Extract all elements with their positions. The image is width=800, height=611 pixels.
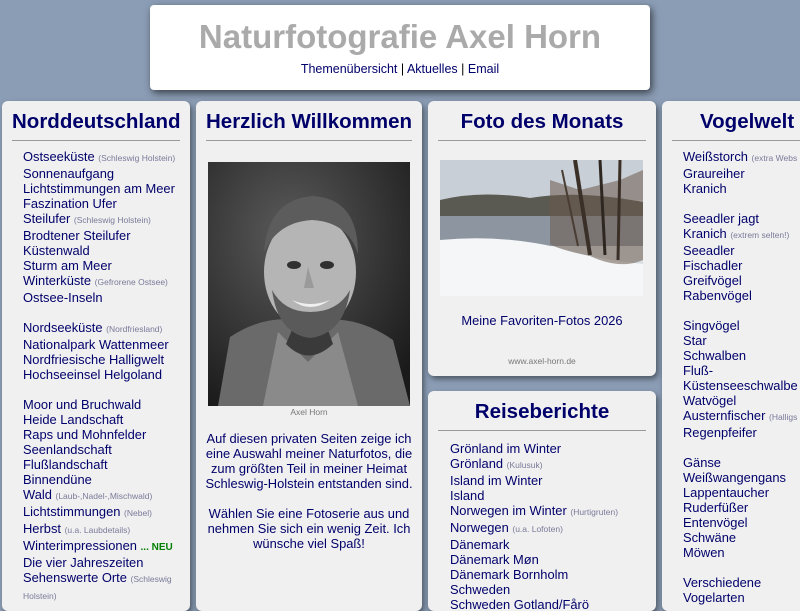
list-item xyxy=(23,427,183,442)
welcome-heading: Herzlich Willkommen xyxy=(206,109,412,141)
list-item-link[interactable]: Faszination Ufer xyxy=(23,196,117,211)
list-item-link[interactable]: Flußlandschaft xyxy=(23,457,108,472)
list-item xyxy=(683,348,800,363)
list-item-note: (Schleswig Holstein) xyxy=(98,153,176,163)
foto-heading: Foto des Monats xyxy=(438,109,646,141)
list-item xyxy=(23,397,183,412)
list-item-link[interactable]: Rabenvögel xyxy=(683,288,752,303)
list-item-note: (u.a. Lofoten) xyxy=(512,524,563,534)
welcome-text xyxy=(202,431,416,566)
list-item xyxy=(683,500,800,515)
list-item xyxy=(683,393,800,408)
list-item-link[interactable]: Sturm am Meer xyxy=(23,258,112,273)
list-item-link[interactable]: Brodtener Steilufer xyxy=(23,228,131,243)
norddeutschland-list xyxy=(23,149,183,604)
list-spacer xyxy=(683,196,800,211)
list-item-link[interactable]: Nordfriesische Halligwelt xyxy=(23,352,165,367)
list-item-note: (Schleswig Holstein) xyxy=(23,574,172,601)
list-item-note: (Kulusuk) xyxy=(506,460,543,470)
list-item-note: (Halligs xyxy=(769,412,798,422)
list-item xyxy=(23,412,183,427)
list-item-link[interactable]: Ruderfüßer xyxy=(683,500,749,515)
list-item xyxy=(450,488,650,503)
list-item xyxy=(683,425,800,440)
list-item-link[interactable]: Kranich xyxy=(683,181,727,196)
portrait-caption: Axel Horn xyxy=(290,407,328,417)
list-item xyxy=(23,320,183,337)
list-item xyxy=(23,367,183,382)
list-item-link[interactable]: Kranich xyxy=(683,226,727,241)
list-item-link[interactable]: Graureiher xyxy=(683,166,745,181)
list-item-link[interactable]: Küstenwald xyxy=(23,243,90,258)
foto-caption-link[interactable]: Meine Favoriten-Fotos 2026 xyxy=(461,313,623,328)
list-item xyxy=(23,211,183,228)
list-item-link[interactable]: Nordseeküste xyxy=(23,320,103,335)
list-item-link[interactable]: Schweden xyxy=(450,582,511,597)
list-spacer xyxy=(683,440,800,455)
list-item xyxy=(23,290,183,305)
list-item xyxy=(683,530,800,545)
list-item-link[interactable]: Lichtstimmungen am Meer xyxy=(23,181,175,196)
site-header xyxy=(150,5,650,90)
list-item xyxy=(450,552,650,567)
list-item-link[interactable]: Raps und Mohnfelder xyxy=(23,427,147,442)
list-item xyxy=(450,473,650,488)
list-item xyxy=(23,273,183,290)
list-item xyxy=(23,487,183,504)
list-item-link[interactable]: Lichtstimmungen xyxy=(23,504,121,519)
list-item-link[interactable]: Fischadler xyxy=(683,258,743,273)
list-item-link[interactable]: Binnendüne xyxy=(23,472,92,487)
list-item-link[interactable]: Weißwangengans xyxy=(683,470,786,485)
vogelwelt-heading: Vogelwelt xyxy=(672,109,800,141)
list-item xyxy=(450,567,650,582)
list-item-link[interactable]: Ostsee-Inseln xyxy=(23,290,103,305)
list-item xyxy=(683,590,800,605)
list-item-link[interactable]: Herbst xyxy=(23,521,61,536)
reiseberichte-list xyxy=(450,441,650,611)
list-item-link[interactable]: Vogelarten xyxy=(683,590,745,605)
list-item-link[interactable]: Möwen xyxy=(683,545,725,560)
list-item xyxy=(23,570,183,604)
list-item xyxy=(23,442,183,457)
list-item-link[interactable]: Winterimpressionen xyxy=(23,538,137,553)
list-item xyxy=(23,457,183,472)
list-item xyxy=(683,318,800,333)
list-item-link[interactable]: Singvögel xyxy=(683,318,740,333)
reiseberichte-panel xyxy=(428,391,656,611)
list-item-link[interactable]: Norwegen xyxy=(450,520,509,535)
list-item-link[interactable]: Seenlandschaft xyxy=(23,442,112,457)
list-item xyxy=(23,166,183,181)
norddeutschland-heading: Norddeutschland xyxy=(12,109,180,141)
list-item xyxy=(23,472,183,487)
list-item xyxy=(23,337,183,352)
welcome-paragraph: Auf diesen privaten Seiten zeige ich eine Auswahl meiner Naturfotos, die zum größten Teil in meiner Heimat Schleswig-Holstein entstanden sind. xyxy=(205,431,413,491)
list-item-link[interactable]: Weißstorch xyxy=(683,149,748,164)
list-item-link[interactable]: Schwäne xyxy=(683,530,737,545)
list-item xyxy=(683,149,800,166)
list-item xyxy=(23,181,183,196)
list-item-link[interactable]: Watvögel xyxy=(683,393,737,408)
vogelwelt-list xyxy=(683,149,800,605)
list-item-note: (Nebel) xyxy=(124,508,152,518)
list-item-link[interactable]: Regenpfeifer xyxy=(683,425,757,440)
list-item xyxy=(683,575,800,590)
list-item-link[interactable]: Sonnenaufgang xyxy=(23,166,115,181)
new-badge: ... NEU xyxy=(140,542,173,553)
list-item-note: (Gefrorene Ostsee) xyxy=(94,277,168,287)
list-item xyxy=(683,408,800,425)
list-item-link[interactable]: Greifvögel xyxy=(683,273,742,288)
list-item-link[interactable]: Wald xyxy=(23,487,52,502)
list-item xyxy=(23,504,183,521)
list-item-link[interactable]: Norwegen im Winter xyxy=(450,503,567,518)
list-item-link[interactable]: Lappentaucher xyxy=(683,485,770,500)
list-item-link[interactable]: Schwalben xyxy=(683,348,747,363)
list-spacer xyxy=(683,303,800,318)
list-spacer xyxy=(23,382,183,397)
list-item xyxy=(23,555,183,570)
vogelwelt-panel xyxy=(662,101,800,611)
list-item xyxy=(23,149,183,166)
list-item-link[interactable]: Moor und Bruchwald xyxy=(23,397,142,412)
list-item xyxy=(683,485,800,500)
list-item xyxy=(683,515,800,530)
norddeutschland-panel xyxy=(2,101,190,611)
list-item-link[interactable]: Seeadler jagt xyxy=(683,211,759,226)
list-item xyxy=(683,181,800,196)
list-item-link[interactable]: Winterküste xyxy=(23,273,92,288)
list-item-note: (Laub-,Nadel-,Mischwald) xyxy=(55,491,153,501)
list-item xyxy=(23,196,183,211)
list-item xyxy=(683,166,800,181)
list-item-link[interactable]: Dänemark Bornholm xyxy=(450,567,569,582)
list-spacer xyxy=(23,305,183,320)
welcome-panel xyxy=(196,101,422,611)
list-item xyxy=(683,363,800,378)
nav-themenuebersicht[interactable]: Themenübersicht xyxy=(300,62,398,76)
list-item-link[interactable]: Steilufer xyxy=(23,211,71,226)
list-item-link[interactable]: Nationalpark Wattenmeer xyxy=(23,337,169,352)
list-item xyxy=(450,441,650,456)
list-item-link[interactable]: Schweden Gotland/Fårö xyxy=(450,597,590,611)
welcome-paragraph: Wählen Sie eine Fotoserie aus und nehmen Sie sich ein wenig Zeit. Ich wünsche viel Spaß! xyxy=(207,506,411,551)
portrait-photo xyxy=(208,162,410,406)
list-item xyxy=(23,228,183,243)
list-item xyxy=(23,352,183,367)
list-item xyxy=(450,582,650,597)
site-title: Naturfotografie Axel Horn xyxy=(198,18,602,55)
nav-separator: | xyxy=(461,62,465,76)
list-item-note: (u.a. Laubdetails) xyxy=(64,525,131,535)
list-item-link[interactable]: Ostseeküste xyxy=(23,149,95,164)
list-item-link[interactable]: Island xyxy=(450,488,485,503)
list-item-note: (Schleswig Holstein) xyxy=(73,215,151,225)
winter-lake-photo[interactable] xyxy=(440,160,643,296)
foto-des-monats-panel xyxy=(428,101,656,376)
list-item xyxy=(683,243,800,258)
list-item xyxy=(683,333,800,348)
list-item-note: (Hurtigruten) xyxy=(570,507,619,517)
list-item-link[interactable]: Gänse xyxy=(683,455,721,470)
list-item xyxy=(683,273,800,288)
main-nav xyxy=(150,62,650,76)
list-item-link[interactable]: Dänemark Møn xyxy=(450,552,539,567)
list-item xyxy=(683,288,800,303)
list-item xyxy=(450,597,650,611)
list-item-note: (extrem selten!) xyxy=(730,230,790,240)
nav-aktuelles[interactable]: Aktuelles xyxy=(406,62,458,76)
list-item xyxy=(683,211,800,226)
list-item xyxy=(683,545,800,560)
list-item-link[interactable]: Verschiedene xyxy=(683,575,762,590)
nav-email[interactable]: Email xyxy=(467,62,500,76)
list-item xyxy=(23,538,183,555)
nav-separator: | xyxy=(400,62,405,76)
list-item xyxy=(23,258,183,273)
list-spacer xyxy=(683,560,800,575)
list-item-link[interactable]: Star xyxy=(683,333,707,348)
list-item xyxy=(683,226,800,243)
site-url: www.axel-horn.de xyxy=(508,356,576,366)
list-item-link[interactable]: Island im Winter xyxy=(450,473,543,488)
list-item xyxy=(450,503,650,520)
list-item-link[interactable]: Dänemark xyxy=(450,537,510,552)
list-item xyxy=(450,520,650,537)
list-item xyxy=(683,455,800,470)
list-item-link[interactable]: Küstenseeschwalbe xyxy=(683,378,798,393)
list-item-link[interactable]: Grönland xyxy=(450,456,504,471)
list-item xyxy=(23,243,183,258)
list-item-link[interactable]: Heide Landschaft xyxy=(23,412,124,427)
list-item-link[interactable]: Die vier Jahreszeiten xyxy=(23,555,144,570)
list-item xyxy=(683,470,800,485)
list-item xyxy=(450,456,650,473)
list-item xyxy=(23,521,183,538)
list-item-link[interactable]: Grönland im Winter xyxy=(450,441,562,456)
list-item-link[interactable]: Austernfischer xyxy=(683,408,766,423)
list-item-note: (extra Webs xyxy=(751,153,798,163)
reise-heading: Reiseberichte xyxy=(438,399,646,431)
list-item xyxy=(683,258,800,273)
list-item-note: (Nordfriesland) xyxy=(106,324,163,334)
list-item xyxy=(683,378,800,393)
foto-caption[interactable] xyxy=(428,313,656,328)
list-item-link[interactable]: Sehenswerte Orte xyxy=(23,570,127,585)
list-item-link[interactable]: Entenvögel xyxy=(683,515,748,530)
list-item-link[interactable]: Hochseeinsel Helgoland xyxy=(23,367,163,382)
list-item-link[interactable]: Seeadler xyxy=(683,243,735,258)
list-item xyxy=(450,537,650,552)
list-item-link[interactable]: Fluß- xyxy=(683,363,714,378)
